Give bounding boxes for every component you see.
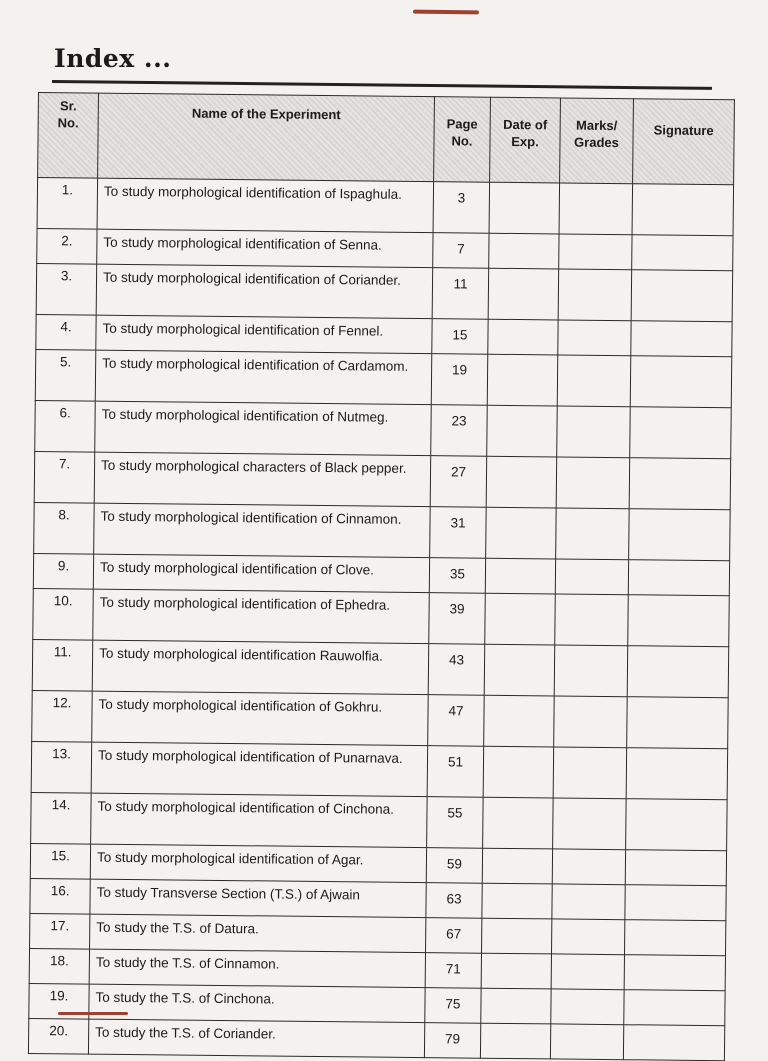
header-date-line2: Exp.	[511, 133, 539, 150]
row-marks-cell	[555, 559, 628, 595]
table-row	[33, 588, 729, 646]
header-page-line1: Page	[446, 116, 478, 132]
row-experiment-name: To study morphological identification of Gokhru.	[92, 691, 429, 746]
row-experiment-name: To study morphological identification of Coriander.	[96, 264, 433, 319]
row-sr: 15.	[30, 843, 90, 879]
table-row	[36, 263, 732, 321]
row-marks-cell	[558, 320, 631, 356]
row-page-no: 35	[429, 558, 485, 594]
header-marks	[560, 98, 634, 184]
row-marks-cell	[554, 645, 628, 697]
header-date-line1: Date of	[503, 116, 548, 133]
row-sr: 9.	[33, 553, 93, 589]
row-signature-cell	[630, 407, 732, 459]
row-signature-cell	[632, 235, 733, 271]
row-experiment-name: To study morphological identification of Punarnava.	[91, 742, 428, 797]
title-underline	[52, 80, 712, 90]
row-signature-cell	[629, 458, 731, 510]
row-experiment-name: To study morphological identification of Clove.	[93, 554, 429, 593]
row-signature-cell	[628, 595, 730, 647]
row-marks-cell	[551, 989, 624, 1025]
row-date-cell	[484, 644, 555, 696]
row-marks-cell	[554, 696, 628, 748]
row-marks-cell	[555, 594, 629, 646]
row-date-cell	[485, 593, 556, 645]
row-experiment-name: To study the T.S. of Datura.	[90, 914, 426, 953]
row-date-cell	[483, 746, 554, 798]
row-date-cell	[485, 558, 555, 594]
row-date-cell	[480, 1023, 550, 1059]
row-sr: 8.	[34, 502, 95, 554]
row-experiment-name: To study Transverse Section (T.S.) of Ajwain	[90, 879, 426, 918]
row-date-cell	[482, 883, 552, 919]
row-sr: 16.	[30, 878, 90, 914]
row-experiment-name: To study morphological identification of Cardamom.	[95, 350, 432, 405]
row-date-cell	[487, 354, 558, 406]
row-date-cell	[486, 456, 557, 508]
row-marks-cell	[551, 954, 624, 990]
row-page-no: 39	[429, 593, 486, 645]
row-page-no: 31	[430, 507, 487, 559]
row-page-no: 71	[425, 953, 481, 989]
row-signature-cell	[630, 356, 732, 408]
row-page-no: 3	[433, 182, 490, 234]
row-marks-cell	[553, 747, 627, 799]
row-signature-cell	[631, 321, 732, 357]
page-title: Index ...	[54, 44, 172, 73]
bottom-ink-mark	[58, 1012, 128, 1015]
table-row	[35, 400, 731, 458]
row-date-cell	[482, 918, 552, 954]
row-signature-cell	[625, 850, 726, 886]
table-row	[37, 178, 733, 236]
row-experiment-name: To study morphological identification of Nutmeg.	[95, 401, 432, 456]
row-experiment-name: To study morphological identification Rauwolfia.	[92, 640, 429, 695]
row-experiment-name: To study morphological identification of Ispaghula.	[97, 178, 434, 233]
row-signature-cell	[624, 920, 725, 956]
row-marks-cell	[559, 234, 632, 270]
row-date-cell	[484, 695, 555, 747]
row-page-no: 63	[426, 883, 482, 919]
header-marks-line1: Marks/	[575, 117, 618, 134]
row-date-cell	[488, 268, 559, 320]
row-signature-cell	[624, 955, 725, 991]
row-page-no: 47	[428, 695, 485, 747]
table-row	[32, 639, 728, 697]
row-marks-cell	[558, 269, 632, 321]
row-marks-cell	[559, 183, 633, 235]
row-signature-cell	[624, 990, 725, 1026]
row-experiment-name: To study morphological identification of Agar.	[90, 844, 426, 883]
row-sr: 1.	[37, 178, 98, 230]
row-sr: 6.	[35, 400, 96, 452]
row-signature-cell	[631, 270, 733, 322]
header-page	[434, 97, 491, 183]
row-experiment-name: To study the T.S. of Cinchona.	[89, 984, 425, 1023]
row-signature-cell	[626, 799, 728, 851]
row-sr: 11.	[32, 639, 93, 691]
row-experiment-name: To study morphological identification of Ephedra.	[93, 589, 430, 644]
row-sr: 19.	[29, 983, 89, 1019]
row-experiment-name: To study morphological identification of Senna.	[97, 229, 433, 268]
row-sr: 20.	[28, 1018, 88, 1054]
row-sr: 2.	[37, 228, 97, 264]
row-marks-cell	[556, 508, 630, 560]
row-sr: 13.	[31, 741, 92, 793]
table-row	[32, 690, 728, 748]
row-date-cell	[482, 848, 552, 884]
row-date-cell	[483, 797, 554, 849]
row-date-cell	[489, 233, 559, 269]
header-signature: Signature	[633, 99, 735, 185]
row-marks-cell	[557, 406, 631, 458]
table-row	[35, 349, 731, 407]
row-experiment-name: To study morphological identification of Cinnamon.	[94, 503, 431, 558]
row-signature-cell	[627, 646, 729, 698]
row-marks-cell	[553, 798, 627, 850]
header-page-line2: No.	[451, 133, 473, 149]
row-date-cell	[489, 182, 560, 234]
row-signature-cell	[623, 1025, 724, 1061]
row-date-cell	[481, 953, 551, 989]
row-experiment-name: To study the T.S. of Cinnamon.	[89, 949, 425, 988]
row-page-no: 55	[427, 797, 484, 849]
row-sr: 7.	[34, 451, 95, 503]
row-sr: 4.	[36, 314, 96, 350]
row-signature-cell	[632, 184, 734, 236]
row-page-no: 59	[426, 848, 482, 884]
header-date	[490, 97, 561, 183]
row-sr: 5.	[35, 349, 96, 401]
row-sr: 18.	[29, 948, 89, 984]
table-row	[28, 1018, 724, 1060]
table-row	[31, 792, 727, 850]
header-name: Name of the Experiment	[98, 93, 435, 182]
row-marks-cell	[556, 457, 630, 509]
row-sr: 12.	[32, 690, 93, 742]
row-page-no: 75	[425, 988, 481, 1024]
row-experiment-name: To study morphological identification of Fennel.	[96, 315, 432, 354]
row-experiment-name: To study the T.S. of Coriander.	[88, 1019, 424, 1058]
header-marks-line2: Grades	[574, 134, 619, 151]
row-date-cell	[486, 507, 557, 559]
row-experiment-name: To study morphological identification of Cinchona.	[91, 793, 428, 848]
top-ink-mark	[413, 10, 479, 15]
row-signature-cell	[625, 885, 726, 921]
header-sr-line1: Sr.	[59, 98, 77, 114]
table-row	[34, 502, 730, 560]
row-experiment-name: To study morphological characters of Black pepper.	[94, 452, 431, 507]
table-row	[34, 451, 730, 509]
header-row	[38, 93, 735, 185]
row-date-cell	[487, 405, 558, 457]
header-sr-line2: No.	[57, 115, 79, 131]
row-page-no: 67	[426, 918, 482, 954]
row-sr: 14.	[31, 792, 92, 844]
header-sr	[38, 93, 99, 179]
index-table	[28, 92, 735, 1061]
row-marks-cell	[552, 884, 625, 920]
row-page-no: 43	[428, 644, 485, 696]
row-signature-cell	[629, 509, 731, 561]
row-sr: 17.	[30, 913, 90, 949]
row-sr: 10.	[33, 588, 94, 640]
row-marks-cell	[557, 355, 631, 407]
row-marks-cell	[552, 919, 625, 955]
row-page-no: 79	[424, 1023, 480, 1059]
row-date-cell	[481, 988, 551, 1024]
row-page-no: 7	[433, 233, 489, 269]
row-page-no: 27	[430, 456, 487, 508]
row-signature-cell	[626, 748, 728, 800]
row-signature-cell	[628, 560, 729, 596]
table-row	[31, 741, 727, 799]
row-page-no: 11	[432, 268, 489, 320]
row-page-no: 15	[432, 319, 488, 355]
row-date-cell	[488, 319, 558, 355]
row-signature-cell	[627, 697, 729, 749]
row-page-no: 51	[427, 746, 484, 798]
row-page-no: 23	[431, 405, 488, 457]
row-page-no: 19	[431, 354, 488, 406]
index-sheet	[28, 92, 734, 1061]
row-marks-cell	[550, 1024, 623, 1060]
row-sr: 3.	[36, 263, 97, 315]
row-marks-cell	[552, 849, 625, 885]
